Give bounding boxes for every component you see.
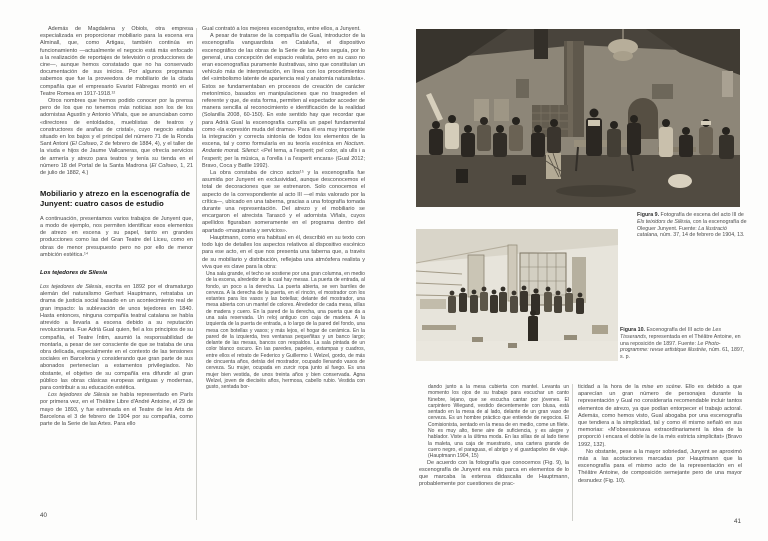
block-quote-continued: dando junto a la mesa cubierta con mantel. Levanta un momento los ojos de su trabajo para escuchar un canto fúnebre, lejano, que se escucha cantar por jóvenes. El carpintero Wiegand, vestido decentemente con blusa, está sentado en la mesa de al lado, delante de un gran vaso de cerveza. Es un hombre práctico que entiende de negocios. El Comisionista, sentado en la mesa de en medio, come un filete. No es muy alto, tiene aire de suficiencia, y es alegre y hablador. Viste a la última moda. En las sillas de al lado tiene la maleta, una caja de muestrario, una cartera grande de cuero negro, el paraguas, el abrigo y el guardapolvo de viaje. (Hauptmann 1904, 15) — [428, 384, 569, 460]
paragraph: A pesar de tratarse de la compañía de Gual, introductor de la escenografía vanguardista en Cataluña, el dispositivo escenográfico de las obras de la Serie de las Artes seguía, por lo general, una concepción del espacio realista, pero en su caso no eran escenografías puramente ilustrativas, sino que constituían un vehículo más de interpretación, en línea con los procedimientos del «simbolismo latente de apariencia real y anatomía naturalista». Estos se fundamentaban en procesos de creación de carácter metonímico, basados en manipulaciones que no trasgreden el referente y que, de esta forma, permiten al espectador acceder de manera sencilla al reconocimiento e identificación de la realidad (Solanilla 2008, 60-150). En este sentido hay que recordar que para Adrià Gual la escenografía cumplía un papel fundamental como «la expresión muda del drama». Para él era muy importante la integración y correcta sintonía de todos los elementos de la escena, tal y como formularía en su teoría escénica en Nocturn. Andante morat. Silenci: «Pel tema, a l'esperit; pel color, als ulls i a l'esperit; per la música, a l'orella i a l'esperit encara» (Gual 2012; Bravo, Coca y Batlle 1992). — [202, 33, 365, 169]
figure10-photo — [416, 229, 618, 361]
paragraph: Además de Magdalena y Obiols, otra empresa especializada en proporcionar mobiliario para la escena era Alminall, que, como Artigau, también continúa en funcionamiento —actualmente el negocio está más enfocado a la realización de reportajes de televisión o producciones de cine—, aunque hemos constatado que no ha conservado documentación de sus inicios. Por algunos programas sabemos que fue la proveedora de mobiliario de la citada compañía que el empresario Evarist Fàbregas montó en el Teatre Romea en 1917-1918.¹² — [40, 26, 193, 97]
block-quote: Una sala grande, el techo se sostiene por una gran columna, en medio de la escena, alrededor de la cual hay mesas. La puerta de entrada, al fondo, un poco a la derecha. La puerta abierta, se ven barriles de cerveza. A la derecha de la puerta, en el rincón, el mostrador con los estantes para los vasos y las botellas; delante del mostrador, una mesa abierta con un mantel de colores. Alrededor de cada mesa, sillas de madera y cuero. En la pared de la derecha, una puerta que da a una sala reservada. Un reloj antiguo con caja de madera. A la izquierda de la puerta de entrada, a lo largo de la pared del fondo, una mesa con botellas y vasos; y más lejos, el hogar de cerámica. En la pared de la izquierda, tres ventanas pequeñitas y un banco largo; delante de las mesas, bancos con respaldos. La sala pintada de un color blanco oscuro. En las paredes, papeles, estampas y cuadros, entre ellos el retrato de Federico y Guillermo I. Welzel, gordo, de más de cincuenta años, detrás del mostrador, ocupado llenando vasos de cerveza. Su mujer, ocupada en zurcir ropa junto al fuego. Es una mujer bien vestida, de unos treinta años y bien conservada. Agna Welzel, joven de dieciséis años, hermosa, cabello rubio. Vestida con gusto, sentada bor- — [206, 270, 365, 391]
paragraph: De acuerdo con la fotografía que conocemos (Fig. 9), la escenografía de Junyent era más parca en elementos de lo que marcaba la extensa didascalia de Hauptmann, probablemente por cuestiones de prac- — [419, 459, 569, 488]
left-column-1 — [40, 26, 193, 428]
paragraph: La obra constaba de cinco actos¹⁵ y la escenografía fue asumida por Junyent en exclusividad, aunque desconocemos el total de decoraciones que se estrenaron. Solo conocemos el aspecto de la correspondiente al acto III —el más valorado por la crítica—, ubicado en una taberna, gracias a una fotografía tomada durante una representación. Del atrezo y el mobiliario se encargaron el atrecista Tarascó y el adornista Viñals, cuyos apellidos figuraban someramente en el programa dentro del apartado «maquinaria y servicios». — [202, 170, 365, 234]
paragraph: Otros nombres que hemos podido conocer por la prensa pero de los que no tenemos más noticias son los de los adornistas Agustín y Antonio Viñals, que se anunciaban como «directores de entoldados, mueblistas de teatros y constructores de arañas de cristal», cuyo negocio estaba situado en los bajos y el principal del número 71 de la Ronda Sant Antoni (El Coliseo, 2 de febrero de 1884, 4), y el taller de la viuda e hijos de Jaume Vallcaneras, que ofrecía servicios de armería y atrezo para teatros y tenía su tienda en el número 18 del Portal de la Santa Madrona (El Coliseo, 1, 21 de julio de 1882, 4.) — [40, 98, 194, 177]
right-column-1 — [419, 384, 569, 488]
paragraph: ticidad a la hora de la mise en scène. Ello es debido a que aparecían un gran número de personajes durante la representación y Gual no consideraría recomendable incluir tantos elementos de atrezo, ya que podían entorpecer el trabajo actoral. Además, como hemos visto, Gual abogaba por una escenografía que tendiera a la simplicidad, tal y como él mismo señaló en sus memorias: «M'obsessionava extraordinariament la idea de la proporció i encara el doble la de la més estricta simplicitat» (Bravo 1992, 132). — [578, 384, 742, 448]
section-heading: Mobiliario y atrezo en la escenografía de Junyent: cuatro casos de estudio — [40, 189, 191, 208]
figure9-photo — [416, 29, 740, 207]
paragraph: Gual contrató a los mejores escenógrafos, entre ellos, a Junyent. — [202, 26, 361, 32]
column-rule — [196, 28, 197, 520]
figure9-tavern-scene-image — [416, 29, 740, 207]
right-column-2 — [578, 384, 742, 485]
paragraph: A continuación, presentamos varios trabajos de Junyent que, a modo de ejemplo, nos permiten identificar esos elementos de atrezo en escena y su papel, tanto en grandes producciones como las del Gran Teatre del Liceu, como en obras de menor presupuesto pero no por ello de menor ambición estética.¹⁴ — [40, 215, 193, 258]
paragraph: Hauptmann, como era habitual en él, describió en su texto con todo lujo de detalles los aspectos relativos al dispositivo escénico para ese acto, en el que nos presenta una taberna que, a través de su mobiliario y distribución, reflejaba una atmósfera realista y viva que es clave para la obra: — [202, 234, 365, 270]
page-number-left: 40 — [40, 512, 47, 519]
paragraph: Los tejedores de Silesia se había representado en París por primera vez, en el Théâtre Libre d'André Antoine, el 29 de mayo de 1893, y fue estrenada en el Teatre de les Arts de Barcelona el 3 de febrero de 1904 por su compañía, como parte de la Serie de las Artes. Para ello — [40, 392, 193, 427]
paragraph: Los tejedores de Silesia, escrita en 1892 por el dramaturgo alemán del naturalismo Gerhart Hauptmann, retrataba un drama de justicia social basado en un acontecimiento real de gran impacto: la sublevación de unos tejedores en 1840. Hasta entonces, ninguna compañía teatral catalana se había atrevido a llevarla a escena debido a su reputación revolucionaria. Fue Adrià Gual quien, fiel a los principios de su compañía, el Teatre Íntim, asumió la responsabilidad de montarla, a pesar de ser consciente de que se trataba de una obra delicada, especialmente en el contexto de las tensiones sociales en Barcelona y considerando que gran parte de sus abonados pertenecían a estamentos privilegiados. No obstante, el objetivo de su compañía era difundir al gran público las obras clásicas europeas antiguas y modernas, para contribuir a su educación estética. — [40, 284, 194, 391]
column-rule — [572, 384, 573, 521]
figure10-caption: Figura 10. Escenografía del III acto de Les Tisserands, representada en el Théâtre Antoine, en una reposición de 1897. Fuente: Le Photo-programme: revue artistique illustrée, núm. 61, 1897, s. p. — [620, 327, 745, 361]
left-column-2 — [202, 26, 365, 391]
figure10-stage-image — [416, 229, 618, 361]
subsection-heading: Los tejedores de Silesia — [40, 270, 108, 277]
page-number-right: 41 — [734, 518, 741, 525]
figure9-caption: Figura 9. Fotografía de escena del acto III de Els teixidors de Silèsia, con la escenografía de Oleguer Junyent. Fuente: La Ilustració catalana, núm. 37, 14 de febrero de 1904, 13. — [637, 212, 747, 239]
paragraph: No obstante, pese a la mayor sobriedad, Junyent se aproximó más a las acotaciones marcadas por Hauptmann que la escenografía para el mismo acto de la representación en el Théâtre Antoine, de composición semejante pero de una mayor desnudez (Fig. 10). — [578, 448, 742, 484]
